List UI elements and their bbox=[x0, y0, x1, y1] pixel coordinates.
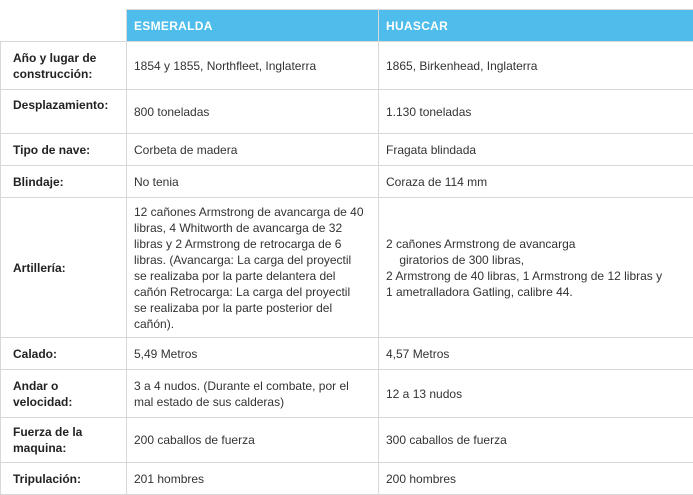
table-row bbox=[1, 134, 693, 166]
huascar-value: 12 a 13 nudos bbox=[379, 370, 693, 418]
table-row bbox=[1, 463, 693, 495]
row-label: Tipo de nave: bbox=[1, 134, 127, 166]
esmeralda-value: Corbeta de madera bbox=[127, 134, 379, 166]
huascar-value: 4,57 Metros bbox=[379, 338, 693, 370]
row-label: Blindaje: bbox=[1, 166, 127, 198]
row-label: Desplazamiento: bbox=[1, 90, 127, 134]
table-row bbox=[1, 338, 693, 370]
huascar-value: Fragata blindada bbox=[379, 134, 693, 166]
esmeralda-value: 800 toneladas bbox=[127, 90, 379, 134]
table-row bbox=[1, 370, 693, 418]
table-row bbox=[1, 42, 693, 90]
header-huascar: HUASCAR bbox=[379, 10, 693, 42]
header-esmeralda: ESMERALDA bbox=[127, 10, 379, 42]
esmeralda-value: 1854 y 1855, Northfleet, Inglaterra bbox=[127, 42, 379, 90]
esmeralda-value: 200 caballos de fuerza bbox=[127, 418, 379, 463]
table-row bbox=[1, 418, 693, 463]
table-row bbox=[1, 198, 693, 338]
header-empty-cell bbox=[1, 10, 127, 42]
esmeralda-value: 201 hombres bbox=[127, 463, 379, 495]
huascar-value: 300 caballos de fuerza bbox=[379, 418, 693, 463]
table-row bbox=[1, 90, 693, 134]
header-row bbox=[1, 10, 693, 42]
huascar-value: Coraza de 114 mm bbox=[379, 166, 693, 198]
row-label: Artillería: bbox=[1, 198, 127, 338]
esmeralda-value: No tenia bbox=[127, 166, 379, 198]
esmeralda-value: 12 cañones Armstrong de avancarga de 40 libras, 4 Whitworth de avancarga de 32 libras y 2 Armstrong de retrocarga de 6 libras. (Avancarga: La carga del proyectil se realizaba por la parte delantera del cañón Retrocarga: La carga del proyectil se realizaba por la parte posterior del cañón). bbox=[127, 198, 379, 338]
esmeralda-value: 5,49 Metros bbox=[127, 338, 379, 370]
row-label: Fuerza de la maquina: bbox=[1, 418, 127, 463]
row-label: Andar o velocidad: bbox=[1, 370, 127, 418]
huascar-value: 1.130 toneladas bbox=[379, 90, 693, 134]
row-label: Tripulación: bbox=[1, 463, 127, 495]
huascar-value: 1865, Birkenhead, Inglaterra bbox=[379, 42, 693, 90]
row-label: Calado: bbox=[1, 338, 127, 370]
ship-comparison-table bbox=[0, 9, 693, 495]
table-row bbox=[1, 166, 693, 198]
huascar-value: 200 hombres bbox=[379, 463, 693, 495]
huascar-value: 2 cañones Armstrong de avancarga giratorios de 300 libras, 2 Armstrong de 40 libras, 1 Armstrong de 12 libras y 1 ametralladora Gatling, calibre 44. bbox=[379, 198, 693, 338]
esmeralda-value: 3 a 4 nudos. (Durante el combate, por el mal estado de sus calderas) bbox=[127, 370, 379, 418]
row-label: Año y lugar de construcción: bbox=[1, 42, 127, 90]
